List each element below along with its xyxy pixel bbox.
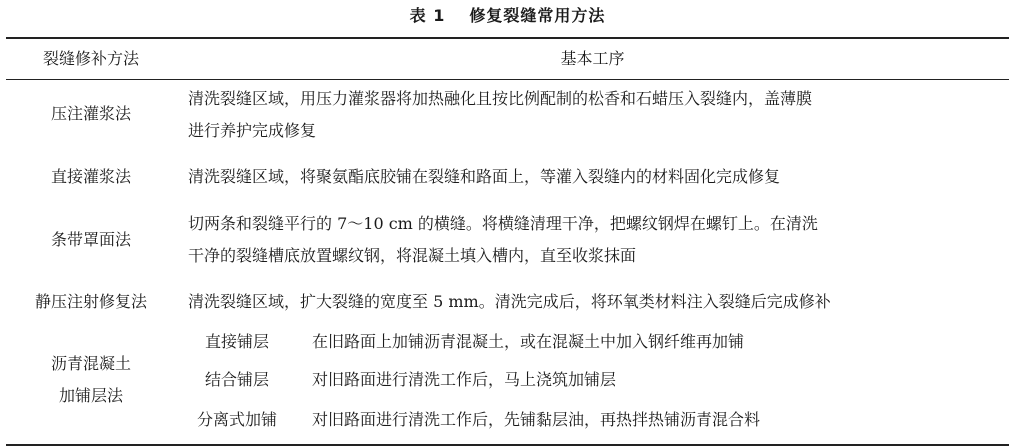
table-bottom-rule (6, 444, 1009, 446)
row-4-method: 静压注射修复法 (34, 292, 147, 311)
table-caption (0, 0, 1015, 34)
row-5-submethod-3: 分离式加铺 (196, 410, 277, 429)
row-3-procedure-line-2: 干净的裂缝槽底放置螺纹钢，将混凝土填入槽内，直至收浆抹面 (188, 246, 637, 265)
row-2-procedure-line-1: 清洗裂缝区域，将聚氨酯底胶铺在裂缝和路面上，等灌入裂缝内的材料固化完成修复 (188, 167, 781, 186)
table-caption-number: 表 1 (409, 6, 446, 25)
header-procedure: 基本工序 (560, 49, 625, 68)
row-5-submethod-1: 直接铺层 (204, 332, 269, 351)
row-5-submethod-2: 结合铺层 (204, 370, 269, 389)
row-2-method: 直接灌浆法 (50, 167, 131, 186)
table-top-rule (6, 37, 1009, 39)
row-3-method: 条带罩面法 (50, 230, 131, 249)
row-5-method-line-2: 加铺层法 (58, 386, 123, 405)
row-1-procedure-line-2: 进行养护完成修复 (188, 121, 317, 140)
row-1-method: 压注灌浆法 (50, 104, 131, 123)
row-4-procedure-line-1: 清洗裂缝区域，扩大裂缝的宽度至 5 mm。清洗完成后，将环氧类材料注入裂缝后完成修补 (188, 292, 831, 311)
row-5-subprocedure-1: 在旧路面上加铺沥青混凝土，或在混凝土中加入钢纤维再加铺 (312, 332, 745, 351)
row-5-subprocedure-3: 对旧路面进行清洗工作后，先铺黏层油，再热拌热铺沥青混合料 (312, 410, 761, 429)
row-5-subprocedure-2: 对旧路面进行清洗工作后，马上浇筑加铺层 (312, 370, 617, 389)
row-3-procedure-line-1: 切两条和裂缝平行的 7～10 cm 的横缝。将横缝清理干净，把螺纹钢焊在螺钉上。在清洗 (188, 214, 818, 233)
header-method: 裂缝修补方法 (42, 49, 139, 68)
row-1-procedure-line-1: 清洗裂缝区域，用压力灌浆器将加热融化且按比例配制的松香和石蜡压入裂缝内，盖薄膜 (188, 89, 813, 108)
table-caption-title: 修复裂缝常用方法 (469, 6, 606, 25)
row-5-method-line-1: 沥青混凝土 (50, 354, 131, 373)
table-header-rule (6, 79, 1009, 80)
